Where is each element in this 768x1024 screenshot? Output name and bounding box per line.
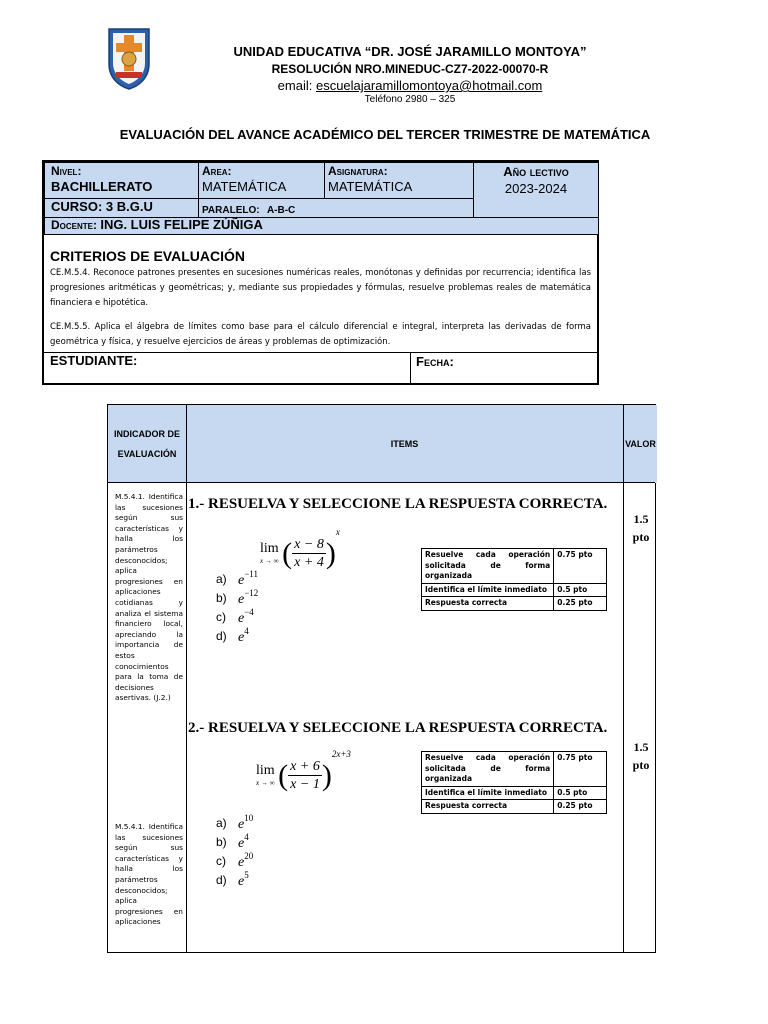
limit-operator: lim x → ∞ (256, 762, 275, 787)
option-c[interactable]: c) $e^{-4}$ (216, 606, 254, 626)
limit-exponent: x (335, 527, 340, 537)
option-d[interactable]: d) $e^4$ (216, 625, 249, 645)
rubric-row: Respuesta correcta 0.25 pto (422, 597, 607, 611)
limit-exponent: 2x+3 (331, 749, 351, 759)
rubric-row: Resuelve cada operación solicitada de forma organizada 0.75 pto (422, 549, 607, 584)
area-value: MATEMÁTICA (202, 179, 287, 194)
resolution-number: RESOLUCIÓN NRO.MINEDUC-CZ7-2022-00070-R (271, 62, 549, 76)
divider (108, 482, 655, 483)
criterio-2: CE.M.5.5. Aplica el álgebra de límites como base para el cálculo diferencial e integral, interpreta las derivadas de forma geométrica y física, y resuelve ejercicios de áreas y problemas de optimización. (50, 322, 591, 347)
paralelo-value: A-B-C (266, 205, 296, 216)
option-b[interactable]: b) $e^4$ (216, 831, 249, 851)
docente-value: ING. LUIS FELIPE ZÚÑIGA (100, 217, 263, 232)
rubric-row: Resuelve cada operación solicitada de forma organizada 0.75 pto (422, 752, 607, 787)
items-table (107, 404, 656, 953)
school-crest-logo (106, 26, 152, 90)
asignatura-label: Asignatura: (328, 164, 388, 178)
anio-label: Año lectivo (503, 164, 569, 179)
paralelo-label: PARALELO: (202, 205, 260, 216)
email-label: email: (277, 78, 313, 93)
nivel-value: BACHILLERATO (51, 179, 153, 194)
option-a[interactable]: a) $e^{-11}$ (216, 568, 258, 588)
school-name: UNIDAD EDUCATIVA “DR. JOSÉ JARAMILLO MONTOYA” (233, 44, 587, 59)
question-2-limit: lim x → ∞ ( $\frac{x + 6}{x - 1}$ )$^{2x+3}$ (256, 749, 351, 793)
indicador-1: M.5.4.1. Identifica las sucesiones según sus características y halla los parámetros desconocidos; aplica progresiones en aplicaciones cotidianas y analiza el sistema financiero local, apreciando la importancia de estos conocimientos para la toma de decisiones asertivas. (J.2.) (115, 492, 183, 703)
header-valor: VALOR (624, 405, 657, 483)
curso-cell: CURSO: 3 B.G.U (44, 198, 199, 218)
header-indicador: INDICADOR DE EVALUACIÓN (108, 405, 186, 483)
estudiante-label: ESTUDIANTE: (50, 353, 138, 368)
fecha-label: Fecha: (416, 354, 454, 369)
anio-cell (473, 162, 599, 218)
question-1-title: 1.- RESUELVA Y SELECCIONE LA RESPUESTA CORRECTA. (188, 496, 608, 512)
divider (410, 352, 411, 383)
valor-1: 1.5 pto (632, 512, 650, 544)
limit-fraction: $\frac{x - 8}{x + 4}$ (294, 537, 324, 571)
rubric-table-2 (421, 751, 607, 814)
option-c[interactable]: c) $e^{20}$ (216, 850, 254, 870)
divider (186, 405, 187, 952)
option-d[interactable]: d) $e^5$ (216, 869, 249, 889)
rubric-row: Identifica el límite inmediato 0.5 pto (422, 583, 607, 597)
option-a[interactable]: a) $e^{10}$ (216, 812, 254, 832)
info-box (42, 160, 599, 385)
rubric-table-1 (421, 548, 607, 611)
asignatura-value: MATEMÁTICA (328, 179, 413, 194)
rubric-row: Respuesta correcta 0.25 pto (422, 800, 607, 814)
email-link[interactable]: escuelajaramillomontoya@hotmail.com (315, 78, 543, 93)
indicador-2: M.5.4.1. Identifica las sucesiones según sus características y halla los parámetros desconocidos; aplica progresiones en aplicaciones (115, 822, 183, 927)
limit-operator: lim x → ∞ (260, 540, 279, 565)
paralelo-cell (198, 198, 474, 218)
nivel-cell (44, 162, 199, 199)
asignatura-cell (324, 162, 474, 199)
valor-2: 1.5 pto (632, 740, 650, 772)
rubric-row: Identifica el límite inmediato 0.5 pto (422, 786, 607, 800)
question-2-title: 2.- RESUELVA Y SELECCIONE LA RESPUESTA CORRECTA. (188, 720, 608, 736)
question-1-limit: lim x → ∞ ( $\frac{x - 8}{x + 4}$ )$^x$ (260, 527, 340, 571)
limit-fraction: $\frac{x + 6}{x - 1}$ (290, 759, 320, 793)
area-label: Area: (202, 164, 232, 178)
nivel-label: Nivel: (51, 164, 82, 178)
docente-cell (44, 217, 599, 235)
question-1-options (216, 569, 258, 645)
header-items: ITEMS (186, 405, 623, 483)
area-cell (198, 162, 325, 199)
phone-number: Teléfono 2980 – 325 (364, 94, 456, 105)
question-2-options (216, 813, 253, 889)
criterios-title: CRITERIOS DE EVALUACIÓN (50, 248, 245, 264)
divider (623, 405, 624, 952)
criterio-1: CE.M.5.4. Reconoce patrones presentes en sucesiones numéricas reales, monótonas y definidas por recurrencia; identifica las progresiones aritméticas y geométricas; y, mediante sus propiedades y fórmulas, resuelve problemas reales de matemática financiera e hipotética. (50, 268, 591, 308)
docente-label: Docente: (51, 218, 97, 232)
exam-title: EVALUACIÓN DEL AVANCE ACADÉMICO DEL TERCER TRIMESTRE DE MATEMÁTICA (119, 127, 651, 142)
email-line (150, 78, 670, 93)
option-b[interactable]: b) $e^{-12}$ (216, 587, 259, 607)
criterios-section (50, 248, 591, 350)
anio-value: 2023-2024 (504, 181, 568, 196)
